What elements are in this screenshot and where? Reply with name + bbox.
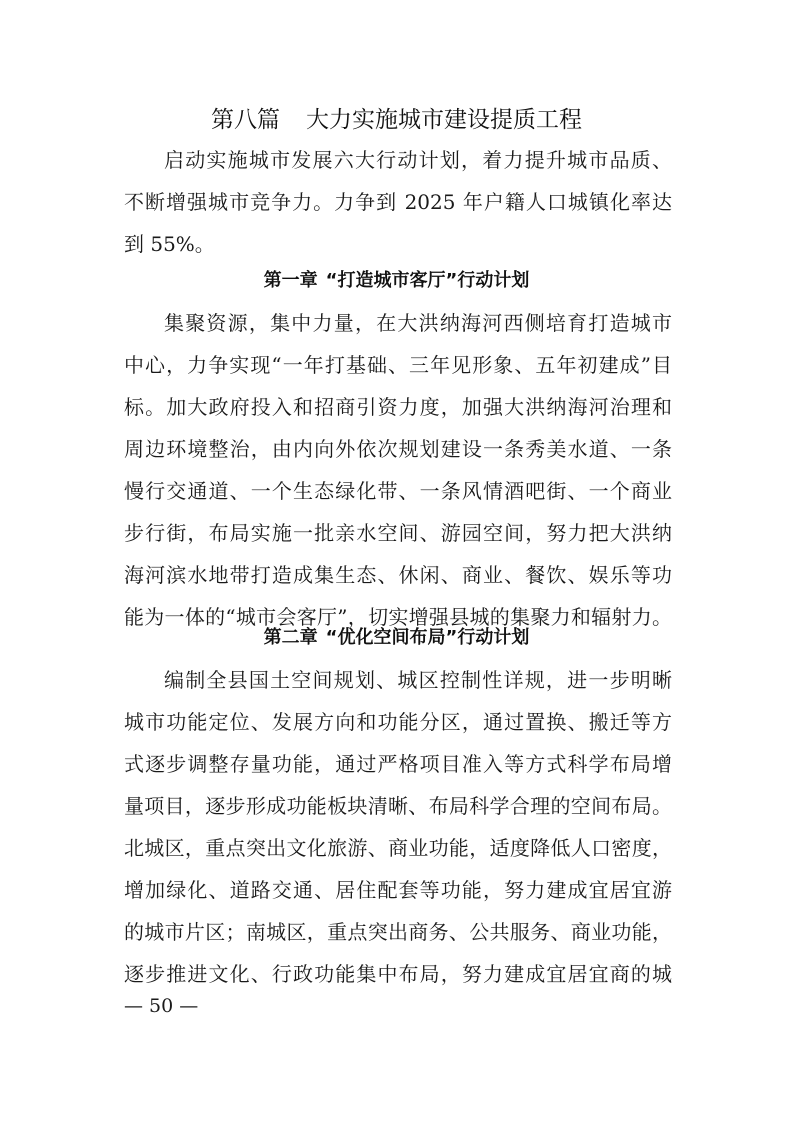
chapter2-line: 逐步推进文化、行政功能集中布局，努力建成宜居宜商的城 — [124, 962, 672, 986]
chapter2-line: 式逐步调整存量功能，通过严格项目准入等方式科学布局增 — [124, 752, 672, 776]
chapter1-line: 海河滨水地带打造成集生态、休闲、商业、餐饮、娱乐等功 — [124, 563, 672, 587]
chapter2-line: 城市功能定位、发展方向和功能分区，通过置换、搬迁等方 — [124, 710, 672, 734]
chapter-heading-text: “优化空间布局”行动计划 — [325, 627, 530, 648]
page-number: — 50 — — [124, 995, 199, 1017]
intro-line: 到 55%。 — [124, 232, 215, 256]
chapter-number: 第一章 — [263, 270, 318, 291]
chapter1-line: 慢行交通道、一个生态绿化带、一条风情酒吧街、一个商业 — [124, 479, 672, 503]
chapter1-line: 标。加大政府投入和招商引资力度，加强大洪纳海河治理和 — [124, 395, 672, 419]
chapter1-line: 中心，力争实现“一年打基础、三年见形象、五年初建成”目 — [124, 353, 672, 377]
chapter2-line: 量项目，逐步形成功能板块清晰、布局科学合理的空间布局。 — [124, 794, 672, 818]
chapter1-line: 周边环境整治，由内向外依次规划建设一条秀美水道、一条 — [124, 437, 672, 461]
chapter-heading-2 — [0, 621, 793, 655]
chapter2-line: 编制全县国土空间规划、城区控制性详规，进一步明晰 — [164, 668, 672, 692]
chapter1-line: 能为一体的“城市会客厅”，切实增强县城的集聚力和辐射力。 — [124, 605, 672, 629]
intro-line: 启动实施城市发展六大行动计划，着力提升城市品质、 — [164, 148, 672, 172]
chapter-number: 第二章 — [263, 627, 318, 648]
chapter-heading-1 — [0, 264, 793, 298]
chapter1-line: 步行街，布局实施一批亲水空间、游园空间，努力把大洪纳 — [124, 521, 672, 545]
chapter1-line: 集聚资源，集中力量，在大洪纳海河西侧培育打造城市 — [164, 311, 672, 335]
chapter-heading-text: “打造城市客厅”行动计划 — [325, 270, 530, 291]
chapter2-line: 的城市片区；南城区，重点突出商务、公共服务、商业功能， — [124, 920, 672, 944]
chapter2-line: 增加绿化、道路交通、居住配套等功能，努力建成宜居宜游 — [124, 878, 672, 902]
part-number: 第八篇 — [211, 107, 280, 133]
intro-line: 不断增强城市竞争力。力争到 2025 年户籍人口城镇化率达 — [124, 190, 672, 214]
part-title — [0, 100, 793, 140]
chapter2-line: 北城区，重点突出文化旅游、商业功能，适度降低人口密度， — [124, 836, 672, 860]
part-name: 大力实施城市建设提质工程 — [306, 107, 582, 133]
